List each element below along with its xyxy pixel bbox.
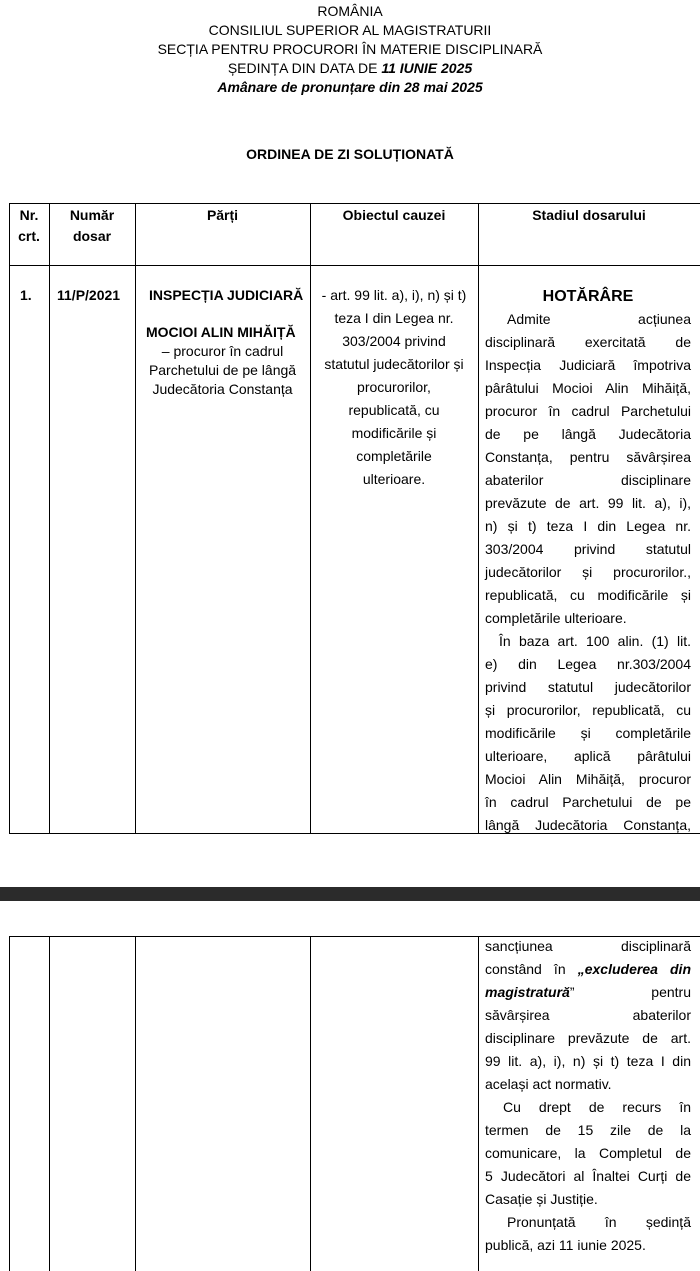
parti-descriere-2: Parchetului de pe lângă bbox=[148, 362, 297, 378]
parti-parat: MOCIOI ALIN MIHĂIȚĂ bbox=[146, 324, 296, 340]
stadiu-line: n) și t) teza I din Legea nr. bbox=[485, 518, 691, 534]
stadiu-line: sancțiunea disciplinară bbox=[485, 938, 691, 954]
row-dosar: 11/P/2021 bbox=[57, 287, 121, 303]
header-section: SECȚIA PENTRU PROCURORI ÎN MATERIE DISCIPLINARĂ bbox=[157, 41, 543, 57]
stadiu-line: în cadrul Parchetului de pe bbox=[485, 794, 691, 810]
table-col-border bbox=[478, 203, 479, 834]
header-dosar-line1: Număr bbox=[69, 207, 115, 223]
stadiu-line: lângă Judecătoria Constanța, bbox=[485, 817, 691, 833]
obiect-line: - art. 99 lit. a), i), n) și t) bbox=[321, 287, 467, 303]
stadiu-line: 99 lit. a), i), n) și t) teza I din bbox=[485, 1053, 691, 1069]
page-separator bbox=[0, 887, 700, 901]
stadiu-text: constând în bbox=[485, 961, 578, 977]
stadiu-line: 303/2004 privind statutul bbox=[485, 541, 691, 557]
stadiu-sanction-text: „excluderea din bbox=[577, 961, 691, 977]
row-stadiu-continued bbox=[485, 935, 691, 1257]
obiect-line: procurorilor, bbox=[357, 379, 431, 395]
table-col-border bbox=[49, 936, 50, 1271]
stadiu-line: Pronunțată în ședință bbox=[507, 1214, 691, 1230]
stadiu-line: comunicare, la Completul de bbox=[485, 1145, 691, 1161]
stadiu-line bbox=[485, 981, 691, 1004]
agenda-title: ORDINEA DE ZI SOLUȚIONATĂ bbox=[246, 146, 454, 162]
stadiu-line: În baza art. 100 alin. (1) lit. bbox=[499, 633, 691, 649]
stadiu-title: HOTĂRÂRE bbox=[542, 288, 634, 305]
stadiu-line: Constanța, pentru săvârșirea bbox=[485, 449, 691, 465]
table-col-border bbox=[9, 936, 10, 1271]
stadiu-line: ulterioare, aplică pârâtului bbox=[485, 748, 691, 764]
header-numar-dosar bbox=[49, 205, 135, 247]
stadiu-line: e) din Legea nr.303/2004 bbox=[485, 656, 691, 672]
stadiu-line: săvârșirea abaterilor bbox=[485, 1007, 691, 1023]
table-header-border bbox=[9, 265, 700, 266]
obiect-line: republicată, cu bbox=[348, 402, 440, 418]
stadiu-line: disciplinară exercitată de bbox=[485, 334, 691, 350]
header-nr-line2: crt. bbox=[18, 228, 40, 244]
header-nr-crt bbox=[9, 205, 49, 247]
obiect-line: ulterioare. bbox=[362, 471, 426, 487]
obiect-line: teza I din Legea nr. bbox=[334, 310, 454, 326]
header-country: ROMÂNIA bbox=[317, 3, 383, 19]
parti-descriere-3: Judecătoria Constanța bbox=[152, 381, 293, 397]
stadiu-line: și procurorilor, republicată, cu bbox=[485, 702, 691, 718]
row-obiect bbox=[310, 284, 478, 491]
stadiu-line: republicată, cu modificările și bbox=[485, 587, 691, 603]
header-parti: Părți bbox=[206, 207, 239, 223]
stadiu-line: publică, azi 11 iunie 2025. bbox=[485, 1237, 646, 1253]
row-parti bbox=[135, 284, 310, 399]
stadiu-line: Admite acțiunea bbox=[507, 311, 691, 327]
stadiu-text: ” pentru bbox=[569, 984, 691, 1000]
parti-reclamant: INSPECȚIA JUDICIARĂ bbox=[149, 287, 304, 303]
header-nr-line1: Nr. bbox=[19, 207, 39, 223]
stadiu-line: disciplinare prevăzute de art. bbox=[485, 1030, 691, 1046]
stadiu-line: abaterilor disciplinare bbox=[485, 472, 691, 488]
stadiu-line: termen de 15 zile de la bbox=[485, 1122, 691, 1138]
stadiu-line: privind statutul judecătorilor bbox=[485, 679, 691, 695]
header-session bbox=[0, 59, 700, 78]
obiect-line: completările bbox=[356, 448, 432, 464]
table-col-border bbox=[9, 203, 10, 834]
stadiu-line: prevăzute de art. 99 lit. a), i), bbox=[485, 495, 691, 511]
row-stadiu bbox=[485, 286, 691, 837]
row-nr: 1. bbox=[20, 287, 32, 303]
stadiu-line: Cu drept de recurs în bbox=[503, 1099, 691, 1115]
stadiu-line: de pe lângă Judecătoria bbox=[485, 426, 691, 442]
stadiu-line: Mocioi Alin Mihăiță, procuror bbox=[485, 771, 691, 787]
table-col-border bbox=[478, 936, 479, 1271]
obiect-line: 303/2004 privind bbox=[342, 333, 446, 349]
stadiu-line: Casație și Justiție. bbox=[485, 1191, 598, 1207]
stadiu-line: pârâtului Mocioi Alin Mihăiță, bbox=[485, 380, 691, 396]
header-institution: CONSILIUL SUPERIOR AL MAGISTRATURII bbox=[208, 22, 492, 38]
header-dosar-line2: dosar bbox=[72, 228, 112, 244]
header-obiect: Obiectul cauzei bbox=[342, 207, 446, 223]
obiect-line: modificările și bbox=[351, 425, 437, 441]
stadiu-line: judecătorilor și procurorilor., bbox=[485, 564, 691, 580]
document-header bbox=[0, 2, 700, 97]
header-session-date: 11 IUNIE 2025 bbox=[381, 60, 473, 76]
stadiu-line: Inspecția Judiciară împotriva bbox=[485, 357, 691, 373]
stadiu-line: același act normativ. bbox=[485, 1076, 612, 1092]
parti-descriere-1: – procuror în cadrul bbox=[161, 343, 284, 359]
table-col-border bbox=[135, 936, 136, 1271]
stadiu-line: 5 Judecători al Înaltei Curți de bbox=[485, 1168, 691, 1184]
header-postponement: Amânare de pronunțare din 28 mai 2025 bbox=[217, 79, 483, 95]
obiect-line: statutul judecătorilor și bbox=[324, 356, 464, 372]
table-col-border bbox=[49, 203, 50, 834]
stadiu-line bbox=[485, 958, 691, 981]
stadiu-line: completările ulterioare. bbox=[485, 610, 627, 626]
table-col-border bbox=[310, 936, 311, 1271]
stadiu-sanction-text: magistratură bbox=[485, 984, 570, 1000]
header-stadiu: Stadiul dosarului bbox=[532, 207, 646, 223]
header-session-prefix: ȘEDINȚA DIN DATA DE bbox=[227, 60, 382, 76]
stadiu-line: procuror în cadrul Parchetului bbox=[485, 403, 691, 419]
table-top-border bbox=[9, 203, 700, 204]
stadiu-line: modificările și completările bbox=[485, 725, 691, 741]
